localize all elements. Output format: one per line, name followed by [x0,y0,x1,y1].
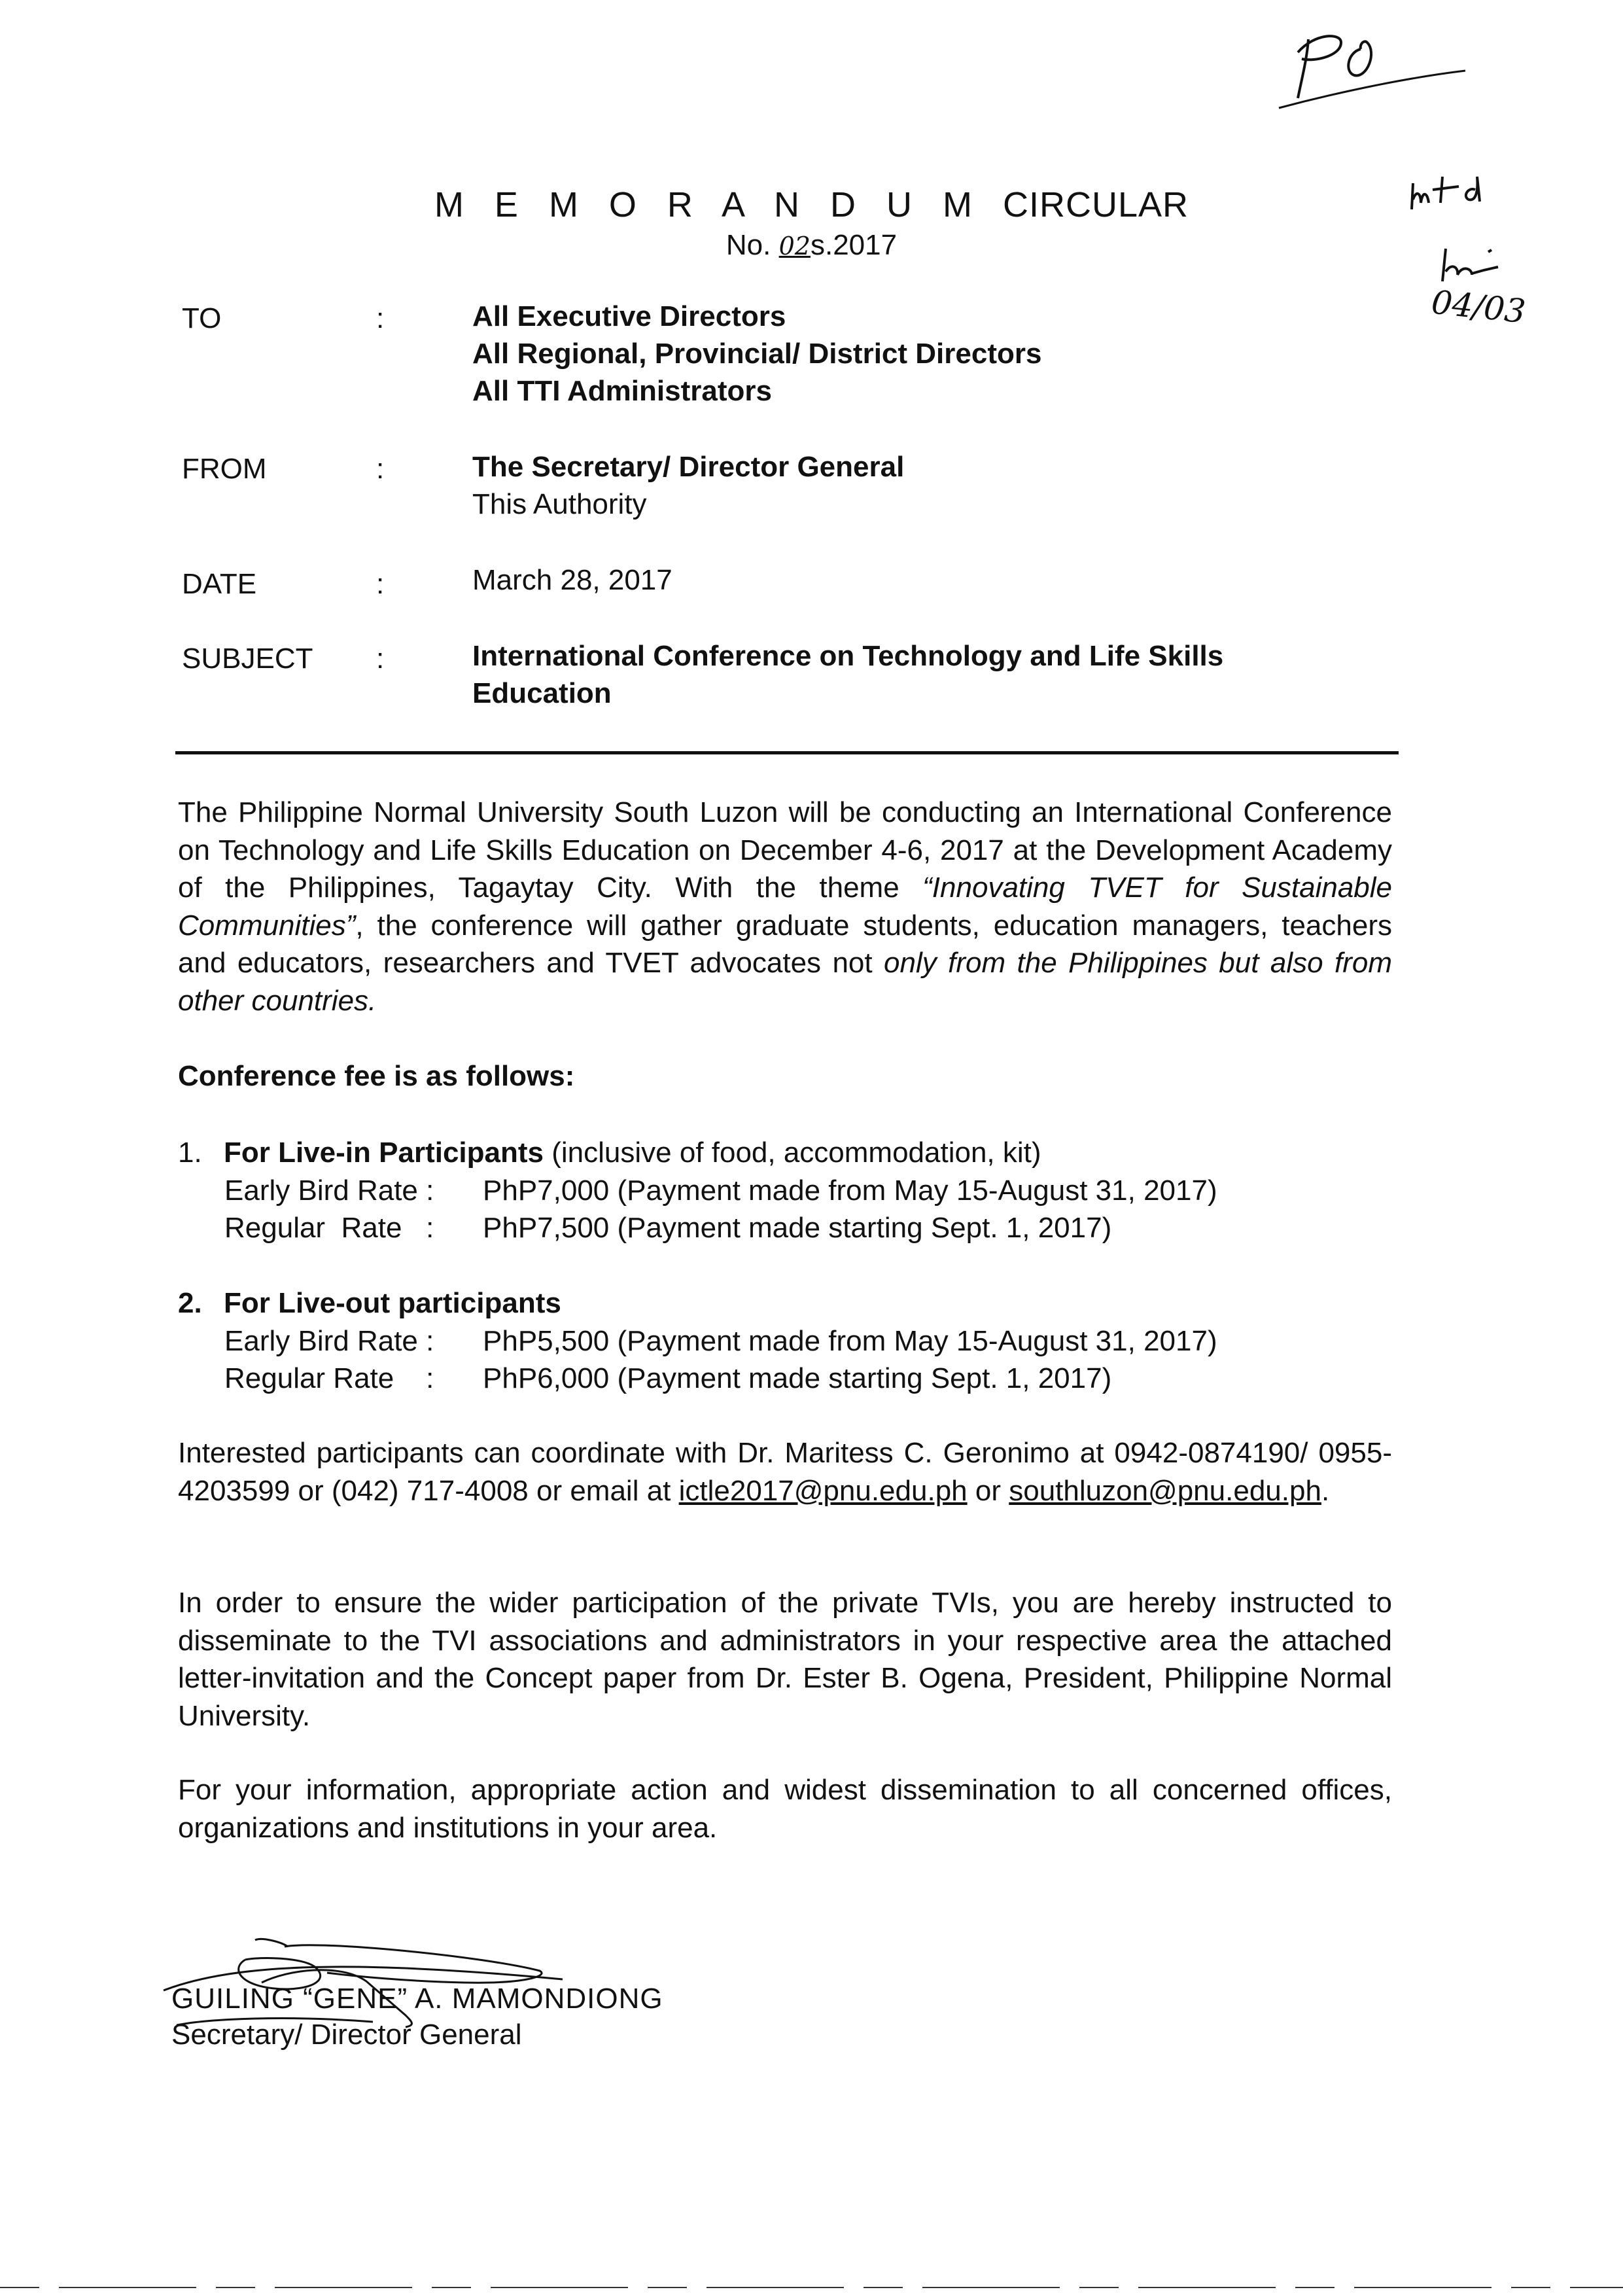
fee-item-number: 1. [178,1137,202,1169]
subject-colon: : [376,643,385,675]
to-recipient: All Regional, Provincial/ District Directors [472,338,1042,370]
circular-number-prefix: No. [725,229,771,261]
from-line1: The Secretary/ Director General [472,451,905,483]
fee-item-note: (inclusive of food, accommodation, kit) [543,1137,1041,1169]
fee-early-value: PhP7,000 (Payment made from May 15-August 31, 2017) [483,1174,1217,1207]
fee-early-bird-live-in [224,1172,1217,1210]
subject-line2: Education [472,677,612,709]
to-colon: : [376,302,385,334]
fee-regular-label: Regular Rate : [224,1212,434,1244]
to-label: TO [182,302,222,334]
date-label: DATE [182,568,257,600]
email-link-ictle[interactable]: ictle2017@pnu.edu.ph [678,1474,968,1507]
closing-paragraph: For your information, appropriate action and widest dissemination to all concerned offices, organizations and institutions in your area. [178,1774,1392,1844]
signatory-name: GUILING “GENE” A. MAMONDIONG [171,1983,663,2015]
fee-item-live-in [178,1134,1041,1172]
handwritten-initial-date: 04/03 [1429,283,1527,331]
fee-early-label: Early Bird Rate : [224,1174,434,1207]
email-link-southluzon[interactable]: southluzon@pnu.edu.ph [1009,1474,1321,1507]
fee-early-label: Early Bird Rate : [224,1325,434,1357]
from-colon: : [376,453,385,485]
intro-part3: only from the Philippines but also from other countries. [178,947,1392,1017]
fee-regular-label: Regular Rate : [224,1362,434,1394]
fee-regular-value: PhP7,500 (Payment made starting Sept. 1, 2017) [483,1212,1112,1244]
from-value [472,448,904,523]
scan-bottom-edge [0,2287,1623,2288]
to-recipient: All TTI Administrators [472,375,772,407]
fee-item-number: 2. [178,1287,202,1319]
fee-item-title: For Live-in Participants [224,1137,544,1169]
handwritten-initials-po [1269,13,1478,118]
fee-item-live-out [178,1284,561,1322]
circular-number [0,229,1623,262]
subject-label: SUBJECT [182,643,313,675]
date-value: March 28, 2017 [472,564,672,596]
fee-item-title: For Live-out participants [224,1287,561,1319]
intro-part2: , the conference will gather graduate students, education managers, teachers and educators, researchers and TVET advocates not [178,909,1392,980]
intro-theme: “Innovating TVET for Sustainable Communities” [178,872,1393,942]
from-line2: This Authority [472,488,647,520]
fee-early-value: PhP5,500 (Payment made from May 15-August 31, 2017) [483,1325,1217,1357]
header-divider [175,751,1399,754]
intro-paragraph [178,794,1392,1020]
instruction-paragraph: In order to ensure the wider participation of the private TVIs, you are hereby instructed to disseminate to the TVI associations and administrators in your respective area the attached letter-invitation and the Concept paper from Dr. Ester B. Ogena, President, Philippine Normal University. [178,1587,1392,1732]
contact-text: Interested participants can coordinate with Dr. Maritess C. Geronimo at 0942-0874190/ 0955-4203599 or (042) 717-4008 or email at [178,1437,1392,1507]
memo-title-spaced: M E M O R A N D U M [434,185,983,224]
signatory-title: Secretary/ Director General [171,2019,522,2051]
fee-regular-live-out [224,1360,1111,1398]
date-colon: : [376,568,385,600]
to-recipient: All Executive Directors [472,300,786,332]
to-recipients [472,298,1041,410]
fee-heading: Conference fee is as follows: [178,1060,575,1092]
from-label: FROM [182,453,267,485]
intro-part1: The Philippine Normal University South Luzon will be conducting an International Conference on Technology and Life Skills Education on December 4-6, 2017 at the Development Academy of the Philippines, Tagaytay City. With the theme [178,796,1392,904]
circular-series: s.2017 [810,229,898,261]
fee-early-bird-live-out [224,1322,1217,1360]
memo-title-tail: CIRCULAR [1003,185,1189,224]
subject-value [472,637,1223,712]
memo-title [0,185,1623,225]
contact-paragraph [178,1434,1392,1510]
subject-line1: International Conference on Technology and Life Skills [472,640,1224,672]
circular-number-value: 02 [778,232,811,260]
contact-or: or [967,1474,1009,1507]
fee-regular-live-in [224,1209,1111,1247]
fee-regular-value: PhP6,000 (Payment made starting Sept. 1, 2017) [483,1362,1112,1394]
contact-end: . [1321,1474,1330,1507]
